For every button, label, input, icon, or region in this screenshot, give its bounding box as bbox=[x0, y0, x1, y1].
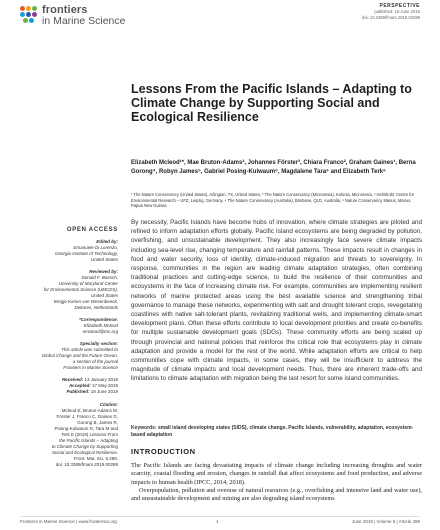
published-label: Published: bbox=[66, 389, 90, 395]
reviewer-line: Donald F. Boesch, bbox=[81, 275, 118, 280]
published-date-row bbox=[22, 389, 118, 395]
correspondent-name: Elizabeth Mcleod bbox=[83, 323, 118, 328]
abstract-text: By necessity, Pacific Islands have become hubs of innovation, where climate strategies are piloted and refined to inform adaptation efforts globally. Pacific Island ecosystems are being degraded by pollution, overfishing, and unsustainable development. They also increasingly face severe climate impacts including sea-level rise, changing temperature and rainfall patterns. These impacts result in changes in food and water security, loss of identity, climate-induced migration and threats to sovereignty. In response, communities in the region are leading climate adaptation strategies, often combining traditional practices and cutting-edge science, to build the resilience of their communities and ecosystems in the face of increasing climate risk. For example, communities are implementing resilient networks of marine protected areas using the best available science and strengthening tribal governance to manage these networks, experimenting with salt and drought tolerant crops, revegetating coastlines with native salt-tolerant plants, revitalizing traditional wells, and implementing climate-smart development plans. Often these efforts contribute to local development priorities and create co-benefits for multiple sustainable development goals (SDGs). These community efforts are being scaled up through provincial and national policies that reinforce the critical role that ecosystems play in climate adaptation and provide a model for the rest of the world. While adaptation efforts are critical to help communities cope with climate impacts, in some cases, they will be insufficient to address the magnitude of climate impacts and local development needs. Thus, there are inherent trade-offs and limitations to climate adaptation with migration being the last resort for some island communities. bbox=[131, 219, 422, 383]
citation-line: to Climate Change by Supporting bbox=[51, 443, 118, 449]
author-list: Elizabeth Mcleod¹*, Mae Bruton-Adams², Johannes Förster³, Chiara Franco², Graham Gaines¹, Berna Gorong⁴, Robyn James⁵, Gabriel Posing-Kulwaum⁶, Magdalene Tara⁶ and Elizabeth Terk⁶ bbox=[131, 160, 416, 175]
footer-volume: June 2019 | Volume 6 | Article 289 bbox=[351, 519, 420, 524]
paragraph: Overpopulation, pollution and overuse of natural resources (e.g., overfishing and intensive land and water use), and unsustainable development and mining are also degrading island ecosystems bbox=[131, 486, 422, 503]
citation-line: Front. Mar. Sci. 6:289. bbox=[73, 455, 118, 461]
citation-label: Citation: bbox=[99, 401, 118, 407]
editor-line: United States bbox=[90, 257, 118, 262]
published-date-side: 18 June 2019 bbox=[90, 389, 118, 395]
section-heading: INTRODUCTION bbox=[131, 447, 196, 456]
introduction-body bbox=[131, 462, 422, 503]
dates-block bbox=[22, 377, 118, 396]
reviewer-line: Deltares, Netherlands bbox=[74, 305, 118, 310]
open-access-badge[interactable]: OPEN ACCESS bbox=[66, 227, 118, 233]
affiliations: ¹ The Nature Conservancy (United States), Arlington, TX, United States, ² The Nature Conservancy (Micronesia), Kolonia, Micronesia, ³ Helmholtz Centre for Environmental Research – UFZ, Leipzig, Germany, ⁴ The Nature Conservancy (Australia), Brisbane, QLD, Australia, ⁵ Nature Conservancy Manus, Manus, Papua New Guinea bbox=[131, 192, 415, 208]
doi-link[interactable]: doi: 10.3389/fmars.2019.00289 bbox=[362, 14, 420, 20]
specialty-label: Specialty section: bbox=[79, 341, 118, 346]
specialty-line: a section of the journal bbox=[72, 359, 118, 364]
published-date: published: 18 June 2019 bbox=[374, 9, 420, 14]
correspondent-email[interactable]: emcleod@tnc.org bbox=[82, 329, 118, 334]
citation-line: Social and Ecological Resilience. bbox=[51, 449, 118, 455]
article-title: Lessons From the Pacific Islands – Adapting to Climate Change by Supporting Social and Ecological Resilience bbox=[131, 82, 412, 124]
citation-line: the Pacific Islands – Adapting bbox=[59, 437, 118, 443]
reviewer-line: Bregje Karien van Wesenbeeck, bbox=[53, 299, 118, 304]
received-label: Received: bbox=[61, 377, 84, 382]
received-date: 13 January 2019 bbox=[84, 377, 118, 382]
keywords-list: small island developing states (SIDS), climate change, Pacific Islands, vulnerability, adaptation, ecosystem-based adaptation bbox=[131, 425, 414, 438]
citation-line: Förster J, Franco C, Gaines G, bbox=[56, 413, 118, 419]
brand-name: frontiers bbox=[42, 4, 88, 16]
journal-name: in Marine Science bbox=[42, 15, 126, 27]
specialty-line: Global Change and the Future Ocean, bbox=[41, 353, 118, 358]
keywords bbox=[131, 425, 422, 438]
citation-line: Posing-Kulwaum G, Tara M and bbox=[54, 425, 118, 431]
reviewed-by-block bbox=[22, 269, 118, 311]
footer-journal-link[interactable]: Frontiers in Marine Science | www.frontiersin.org bbox=[20, 519, 117, 524]
keywords-label: Keywords: bbox=[131, 425, 157, 431]
article-meta bbox=[220, 3, 420, 20]
reviewer-line: University of Maryland Center bbox=[58, 281, 118, 286]
journal-logo[interactable] bbox=[20, 5, 220, 27]
accepted-label: Accepted: bbox=[68, 383, 91, 389]
citation-line: Gorong B, James R, bbox=[77, 419, 118, 425]
frontiers-logo-icon bbox=[20, 6, 38, 24]
paragraph: The Pacific Islands are facing devastating impacts of climate change including increasing droughts and water scarcity, coastal flooding and erosion, changes in rainfall that affect ecosystems and food production, and adverse impacts to human health (IPCC, 2014, 2018). bbox=[131, 462, 422, 486]
citation-line: Terk E (2019) Lessons From bbox=[61, 431, 118, 437]
footer-divider bbox=[20, 516, 420, 517]
article-sidebar bbox=[22, 225, 118, 474]
correspondence-block bbox=[22, 317, 118, 335]
citation-block bbox=[22, 402, 118, 468]
reviewer-line: for Environmental Science (UMCES), bbox=[43, 287, 118, 292]
specialty-block bbox=[22, 341, 118, 371]
article-type: PERSPECTIVE bbox=[379, 3, 420, 9]
editor-line: Emanuele Di Lorenzo, bbox=[73, 245, 118, 250]
reviewed-by-label: Reviewed by: bbox=[89, 269, 118, 274]
specialty-line: Frontiers in Marine Science bbox=[63, 365, 118, 370]
page-number: 1 bbox=[216, 519, 219, 524]
reviewer-line: United States bbox=[90, 293, 118, 298]
accepted-date: 17 May 2019 bbox=[91, 383, 118, 389]
correspondence-label: *Correspondence: bbox=[78, 317, 118, 322]
editor-line: Georgia Institute of Technology, bbox=[54, 251, 118, 256]
citation-line: Mcleod E, Bruton-Adams M, bbox=[61, 407, 118, 413]
specialty-line: This article was submitted to bbox=[61, 347, 118, 352]
edited-by-label: Edited by: bbox=[96, 239, 118, 244]
edited-by-block bbox=[22, 239, 118, 263]
citation-doi[interactable]: doi: 10.3389/fmars.2019.00289 bbox=[55, 461, 118, 467]
